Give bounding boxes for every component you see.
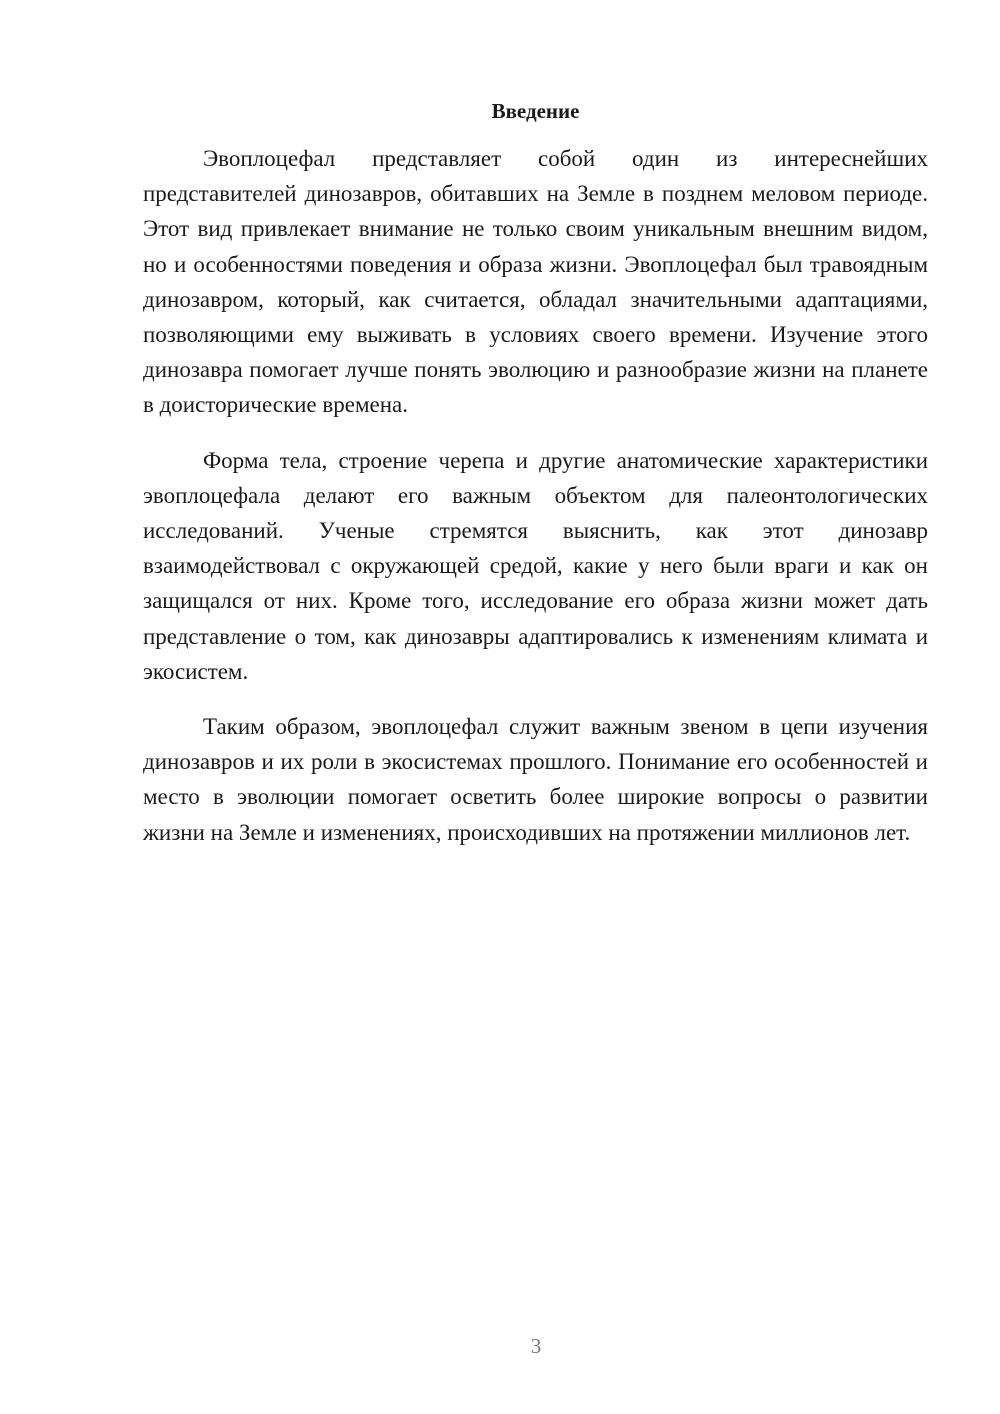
paragraph-2: Форма тела, строение черепа и другие анатомические характеристики эвоплоцефала делают его важным объектом для палеонтологических исследований. Ученые стремятся выяснить, как этот динозавр взаимодействовал с окружающей средой, какие у него были враги и как он защищался от них. Кроме того, исследование его образа жизни может дать представление о том, как динозавры адаптировались к изменениям климата и экосистем. bbox=[143, 447, 928, 684]
body-text bbox=[143, 141, 928, 850]
page-number: 3 bbox=[530, 1334, 542, 1358]
section-heading: Введение bbox=[491, 99, 580, 123]
paragraph-3: Таким образом, эвоплоцефал служит важным звеном в цепи изучения динозавров и их роли в экосистемах прошлого. Понимание его особенностей и место в эволюции помогает осветить более широкие вопросы о развитии жизни на Земле и изменениях, происходивших на протяжении миллионов лет. bbox=[143, 714, 928, 845]
paragraph-1: Эвоплоцефал представляет собой один из интереснейших представителей динозавров, обитавших на Земле в позднем меловом периоде. Этот вид привлекает внимание не только своим уникальным внешним видом, но и особенностями поведения и образа жизни. Эвоплоцефал был травоядным динозавром, который, как считается, обладал значительными адаптациями, позволяющими ему выживать в условиях своего времени. Изучение этого динозавра помогает лучше понять эволюцию и разнообразие жизни на планете в доисторические времена. bbox=[143, 146, 928, 418]
